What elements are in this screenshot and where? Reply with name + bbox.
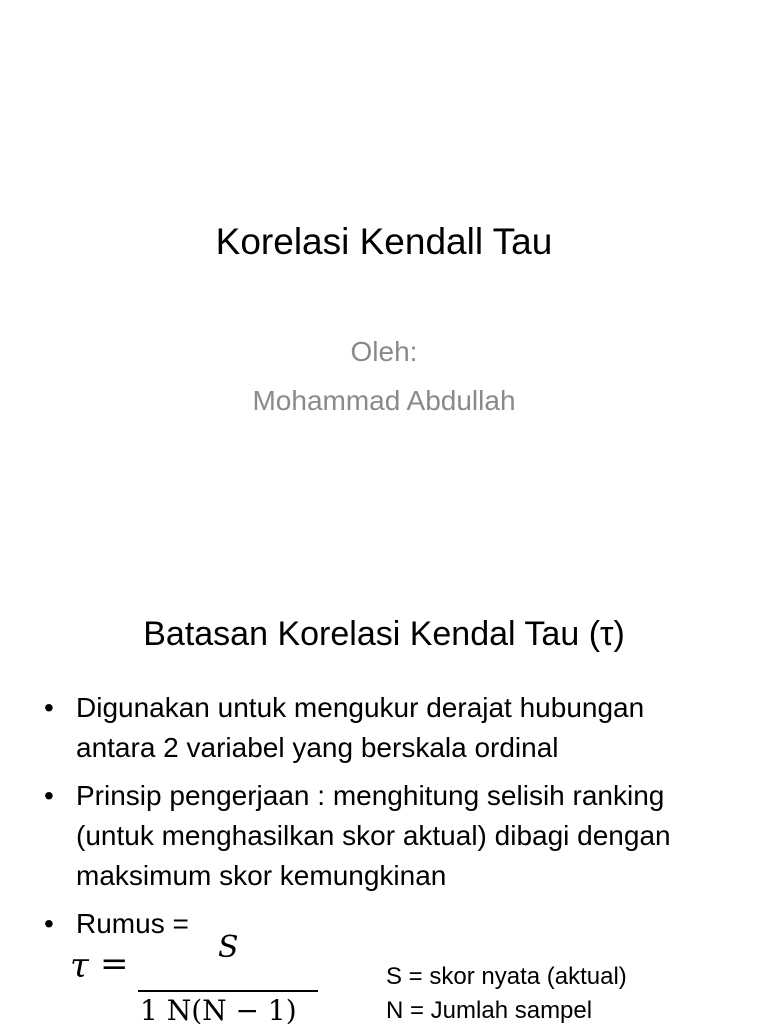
formula-equals: = [100,944,129,984]
kendall-tau-formula [70,930,350,1024]
bullet-item [0,688,726,768]
bullet-icon: • [44,908,54,939]
bullet-text: Digunakan untuk mengukur derajat hubungan antara 2 variabel yang berskala ordinal [76,692,645,763]
bullet-icon: • [44,692,54,723]
legend-item-s: S = skor nyata (aktual) [386,963,627,990]
bullet-text: Prinsip pengerjaan : menghitung selisih ranking (untuk menghasilkan skor aktual) dibagi dengan maksimum skor kemungkinan [76,780,671,891]
bullet-list [0,688,768,952]
subtitle-author-name: Mohammad Abdullah [252,385,516,416]
formula-tau: τ [70,946,89,986]
fraction-bar [138,990,318,992]
bullet-item [0,776,726,896]
legend-item-n: N = Jumlah sampel [386,997,593,1024]
formula-legend [386,960,627,1024]
content-slide [0,576,768,1024]
bullet-item [0,904,726,944]
formula-denominator: 1 N(N − 1) [140,994,297,1024]
bullet-text: Rumus = [76,908,189,939]
formula-numerator: S [218,930,239,965]
subtitle-author-label: Oleh: [350,336,418,367]
slide-title: Korelasi Kendall Tau [215,221,553,262]
bullet-icon: • [44,780,54,811]
slide-title: Batasan Korelasi Kendal Tau (τ) [143,615,625,653]
